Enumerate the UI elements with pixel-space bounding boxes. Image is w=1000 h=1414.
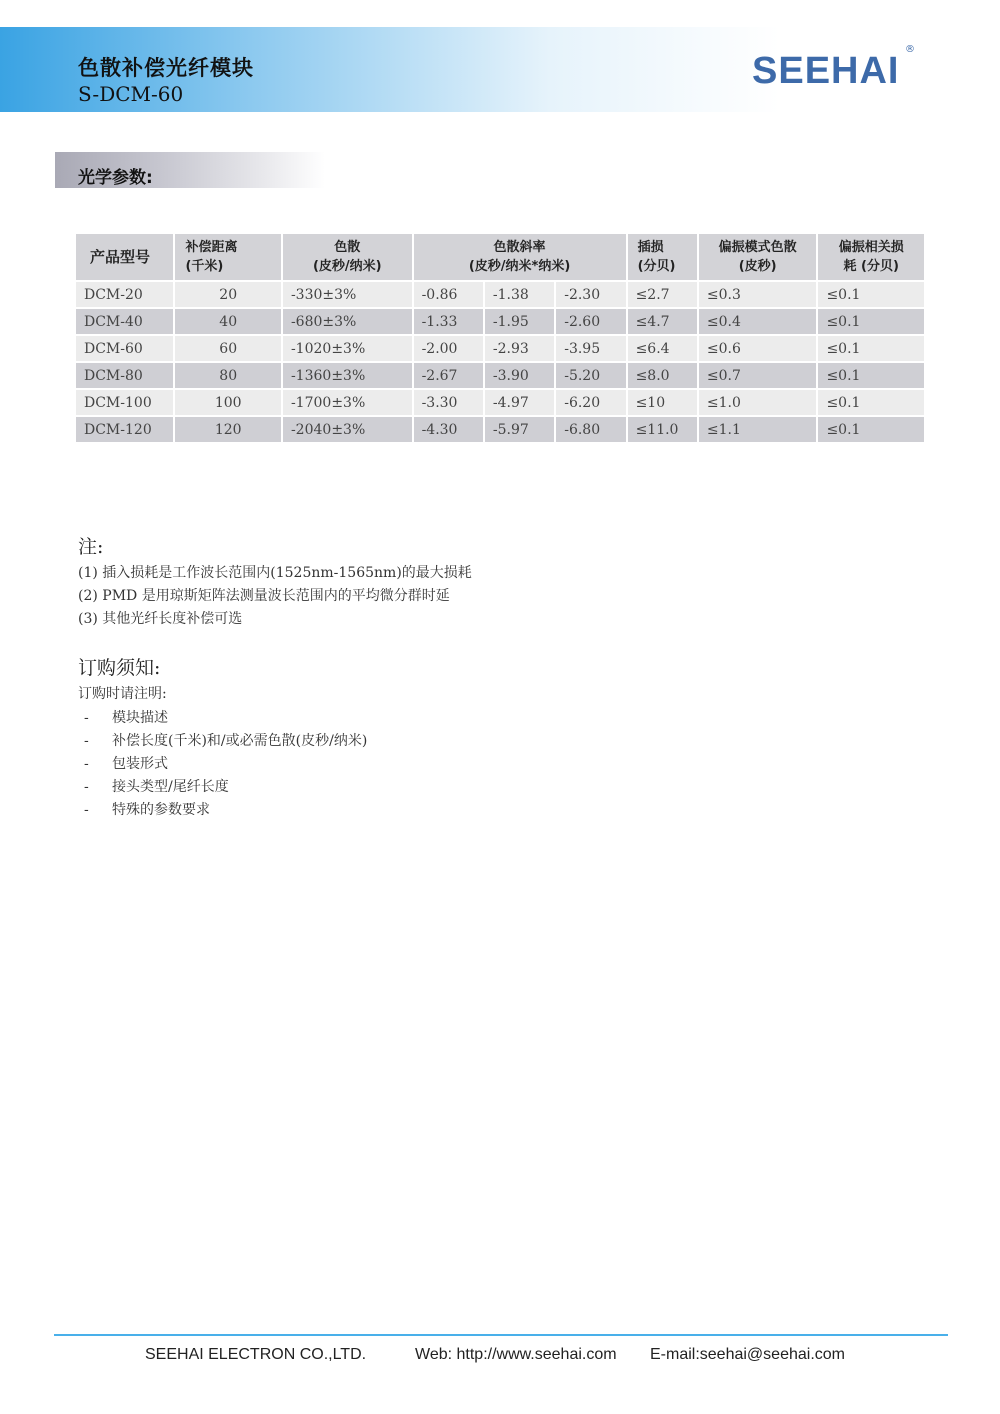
- cell-slope-1: -4.30: [414, 417, 483, 442]
- table-row: [76, 282, 924, 307]
- col-header-model: 产品型号: [76, 234, 173, 280]
- notes-heading: 注:: [78, 536, 104, 558]
- cell-slope-1: -3.30: [414, 390, 483, 415]
- note-item: (2) PMD 是用琼斯矩阵法测量波长范围内的平均微分群时延: [78, 588, 450, 604]
- cell-dispersion: -1020±3%: [283, 336, 412, 361]
- cell-pdl: ≤0.1: [818, 417, 924, 442]
- bullet-dash: -: [84, 756, 89, 772]
- bullet-dash: -: [84, 802, 89, 818]
- ordering-item: [84, 707, 168, 727]
- cell-pdl: ≤0.1: [818, 309, 924, 334]
- cell-slope-2: -1.38: [485, 282, 554, 307]
- section-heading-optical-parameters: 光学参数:: [78, 168, 153, 188]
- cell-insertion-loss: ≤10: [628, 390, 697, 415]
- cell-insertion-loss: ≤8.0: [628, 363, 697, 388]
- note-item: (3) 其他光纤长度补偿可选: [78, 611, 243, 627]
- cell-pdl: ≤0.1: [818, 363, 924, 388]
- cell-pdl: ≤0.1: [818, 336, 924, 361]
- cell-model: DCM-40: [76, 309, 173, 334]
- ordering-item: [84, 730, 367, 750]
- table-row: [76, 417, 924, 442]
- cell-distance: 80: [175, 363, 281, 388]
- cell-insertion-loss: ≤11.0: [628, 417, 697, 442]
- col-header-insertion-loss: 插损 (分贝): [628, 234, 697, 280]
- cell-insertion-loss: ≤6.4: [628, 336, 697, 361]
- cell-slope-3: -3.95: [556, 336, 625, 361]
- ordering-item-text: 包装形式: [112, 756, 168, 772]
- cell-pmd: ≤0.4: [699, 309, 817, 334]
- cell-slope-2: -1.95: [485, 309, 554, 334]
- cell-dispersion: -2040±3%: [283, 417, 412, 442]
- cell-slope-2: -4.97: [485, 390, 554, 415]
- cell-pmd: ≤1.0: [699, 390, 817, 415]
- ordering-intro: 订购时请注明:: [78, 686, 167, 702]
- cell-slope-1: -0.86: [414, 282, 483, 307]
- brand-logo: SEEHAI: [752, 50, 900, 92]
- table-row: [76, 309, 924, 334]
- cell-slope-3: -2.30: [556, 282, 625, 307]
- cell-slope-3: -6.80: [556, 417, 625, 442]
- ordering-item: [84, 776, 229, 796]
- cell-slope-3: -6.20: [556, 390, 625, 415]
- cell-model: DCM-80: [76, 363, 173, 388]
- col-header-dispersion: 色散 (皮秒/纳米): [283, 234, 412, 280]
- cell-slope-1: -2.67: [414, 363, 483, 388]
- cell-slope-1: -2.00: [414, 336, 483, 361]
- cell-slope-2: -3.90: [485, 363, 554, 388]
- cell-dispersion: -330±3%: [283, 282, 412, 307]
- cell-pdl: ≤0.1: [818, 282, 924, 307]
- ordering-heading: 订购须知:: [78, 657, 161, 679]
- ordering-item: [84, 799, 210, 819]
- ordering-item-text: 特殊的参数要求: [112, 802, 210, 818]
- table-row: [76, 390, 924, 415]
- cell-dispersion: -1360±3%: [283, 363, 412, 388]
- document-title: 色散补偿光纤模块: [78, 56, 254, 80]
- cell-slope-1: -1.33: [414, 309, 483, 334]
- cell-distance: 60: [175, 336, 281, 361]
- table-row: [76, 363, 924, 388]
- registered-mark: ®: [905, 44, 915, 55]
- footer-email-link[interactable]: E-mail:seehai@seehai.com: [650, 1346, 845, 1363]
- ordering-item: [84, 753, 168, 773]
- cell-slope-3: -2.60: [556, 309, 625, 334]
- cell-model: DCM-20: [76, 282, 173, 307]
- table-header-row: [76, 234, 924, 280]
- ordering-item-text: 接头类型/尾纤长度: [112, 779, 229, 795]
- cell-dispersion: -1700±3%: [283, 390, 412, 415]
- bullet-dash: -: [84, 779, 89, 795]
- col-header-slope: 色散斜率 (皮秒/纳米*纳米): [414, 234, 626, 280]
- cell-distance: 20: [175, 282, 281, 307]
- cell-model: DCM-120: [76, 417, 173, 442]
- bullet-dash: -: [84, 733, 89, 749]
- cell-distance: 120: [175, 417, 281, 442]
- cell-pdl: ≤0.1: [818, 390, 924, 415]
- footer-company: SEEHAI ELECTRON CO.,LTD.: [145, 1346, 367, 1363]
- cell-slope-2: -5.97: [485, 417, 554, 442]
- bullet-dash: -: [84, 710, 89, 726]
- cell-dispersion: -680±3%: [283, 309, 412, 334]
- ordering-item-text: 补偿长度(千米)和/或必需色散(皮秒/纳米): [112, 733, 368, 749]
- col-header-pmd: 偏振模式色散 (皮秒): [699, 234, 817, 280]
- ordering-item-text: 模块描述: [112, 710, 168, 726]
- cell-slope-3: -5.20: [556, 363, 625, 388]
- cell-slope-2: -2.93: [485, 336, 554, 361]
- col-header-distance: 补偿距离 (千米): [175, 234, 281, 280]
- cell-pmd: ≤0.6: [699, 336, 817, 361]
- footer-divider: [54, 1334, 948, 1336]
- col-header-pdl: 偏振相关损 耗 (分贝): [818, 234, 924, 280]
- cell-pmd: ≤1.1: [699, 417, 817, 442]
- product-model: S-DCM-60: [78, 82, 184, 106]
- cell-distance: 100: [175, 390, 281, 415]
- note-item: (1) 插入损耗是工作波长范围内(1525nm-1565nm)的最大损耗: [78, 565, 472, 581]
- cell-pmd: ≤0.7: [699, 363, 817, 388]
- cell-distance: 40: [175, 309, 281, 334]
- cell-pmd: ≤0.3: [699, 282, 817, 307]
- table-row: [76, 336, 924, 361]
- optical-parameters-table: [74, 232, 926, 444]
- cell-model: DCM-60: [76, 336, 173, 361]
- footer-web-link[interactable]: Web: http://www.seehai.com: [415, 1346, 617, 1363]
- cell-insertion-loss: ≤2.7: [628, 282, 697, 307]
- cell-model: DCM-100: [76, 390, 173, 415]
- cell-insertion-loss: ≤4.7: [628, 309, 697, 334]
